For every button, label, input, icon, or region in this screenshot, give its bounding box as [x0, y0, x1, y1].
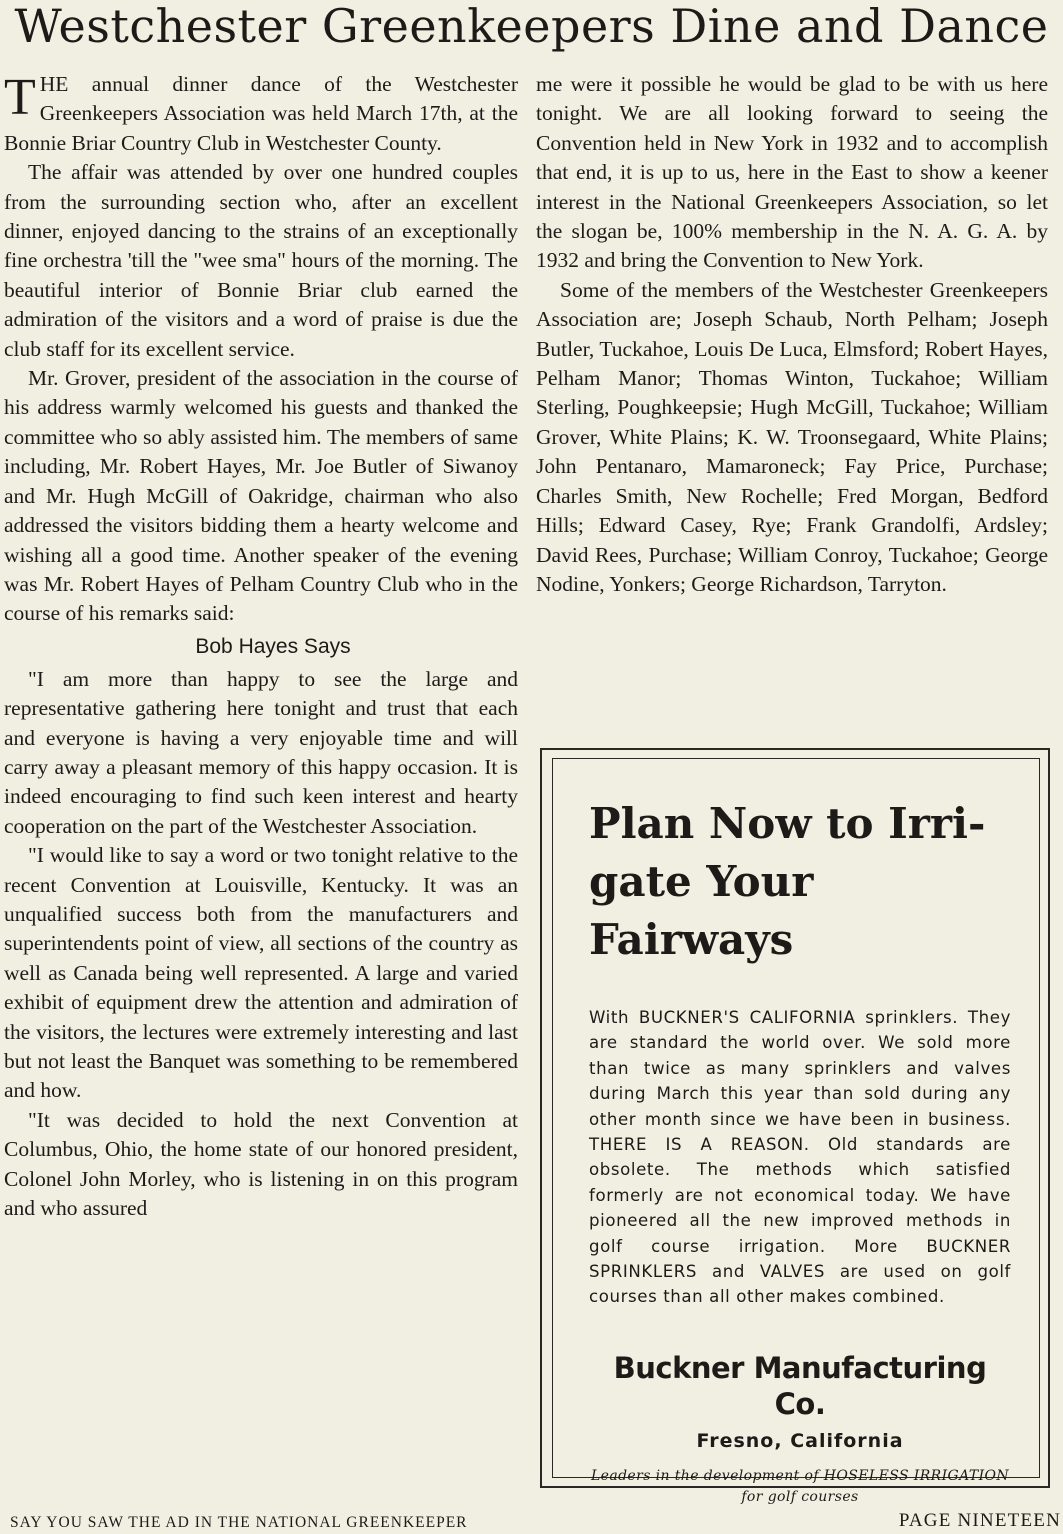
quote-paragraph: "I am more than happy to see the large and representative gathering here tonight and trust that each and everyone is having a very enjoyable time and will carry away a pleasant memory of this happy occasion. It is indeed encouraging to find such keen interest and hearty cooperation on the part of the Westchester Association.	[4, 666, 518, 838]
advertisement	[552, 758, 1040, 1505]
paragraph-text: HE annual dinner dance of the Westchester Greenkeepers Association was held March 17th, at the Bonnie Briar Country Club in Westchester County.	[4, 72, 518, 155]
quote-paragraph: "It was decided to hold the next Convention at Columbus, Ohio, the home state of our honored president, Colonel John Morley, who is listening in on this program and who assured	[4, 1107, 518, 1221]
member-list-paragraph: Some of the members of the Westchester Greenkeepers Association are; Joseph Schaub, North Pelham; Joseph Butler, Tuckahoe, Louis De Luca, Elmsford; Robert Hayes, Pelham Manor; Thomas Winton, Tuckahoe; William Sterling, Poughkeepsie; Hugh McGill, Tuckahoe; William Grover, White Plains; K. W. Troonsegaard, White Plains; John Pentanaro, Mamaroneck; Fay Price, Purchase; Charles Smith, New Rochelle; Fred Morgan, Bedford Hills; Edward Casey, Rye; Frank Grandolfi, Ardsley; David Rees, Purchase; William Conroy, Tuckahoe; George Nodine, Yonkers; George Richardson, Tarryton.	[536, 277, 1048, 596]
ad-city: Fresno, California	[696, 1429, 904, 1452]
left-column	[4, 70, 518, 1223]
article-paragraph: The affair was attended by over one hundred couples from the surrounding section who, after an excellent dinner, enjoyed dancing to the strains of an exceptionally fine orchestra 'till the "wee sma" hours of the morning. The beautiful interior of Bonnie Briar club earned the admiration of the visitors and a word of praise is due the club staff for its excellent service.	[4, 160, 518, 361]
ad-company-name: Buckner Manufacturing Co.	[613, 1350, 987, 1421]
ad-tagline-line: for golf courses	[741, 1488, 859, 1505]
ad-title	[589, 795, 1011, 969]
ad-tagline-line: Leaders in the development of HOSELESS IRRIGATION	[590, 1467, 1010, 1484]
drop-cap: T	[4, 69, 36, 126]
ad-title-line: Plan Now to Irri-	[589, 799, 986, 848]
right-column	[536, 70, 1048, 599]
article-paragraph: Mr. Grover, president of the association in the course of his address warmly welcomed his guests and thanked the committee who so ably assisted him. The members of same including, Mr. Robert Hayes, Mr. Joe Butler of Siwanoy and Mr. Hugh McGill of Oakridge, chairman who also addressed the visitors bidding them a hearty welcome and wishing all a good time. Another speaker of the evening was Mr. Robert Hayes of Pelham Country Club who in the course of his remarks said:	[4, 366, 518, 626]
section-subhead: Bob Hayes Says	[195, 634, 351, 658]
footer-slogan: SAY YOU SAW THE AD IN THE NATIONAL GREENKEEPER	[10, 1514, 468, 1531]
article-paragraph	[4, 70, 518, 158]
ad-title-line: gate Your Fairways	[589, 857, 814, 964]
article-paragraph: me were it possible he would be glad to be with us here tonight. We are all looking forward to seeing the Convention held in New York in 1932 and to accomplish that end, it is up to us, here in the East to show a keener interest in the National Greenkeepers Association, so let the slogan be, 100% membership in the N. A. G. A. by 1932 and bring the Convention to New York.	[536, 72, 1048, 273]
ad-body: With BUCKNER'S CALIFORNIA sprinklers. They are standard the world over. We sold more than twice as many sprinklers and valves during March this year than sold during any other month since we have been in business. THERE IS A REASON. Old standards are obsolete. The methods which satisfied formerly are not economical today. We have pioneered all the new improved methods in golf course irrigation. More BUCKNER SPRINKLERS and VALVES are used on golf courses than all other makes combined.	[589, 1008, 1011, 1307]
article-headline: Westchester Greenkeepers Dine and Dance	[14, 0, 1049, 53]
quote-paragraph: "I would like to say a word or two tonight relative to the recent Convention at Louisville, Kentucky. It was an unqualified success both from the manufacturers and superintendents point of view, all sections of the country as well as Canada being well represented. A large and varied exhibit of equipment drew the attention and admiration of the visitors, the lectures were extremely interesting and last but not least the Banquet was something to be remembered and how.	[4, 843, 518, 1103]
page-number: PAGE NINETEEN	[898, 1510, 1061, 1531]
ad-tagline	[589, 1466, 1011, 1508]
